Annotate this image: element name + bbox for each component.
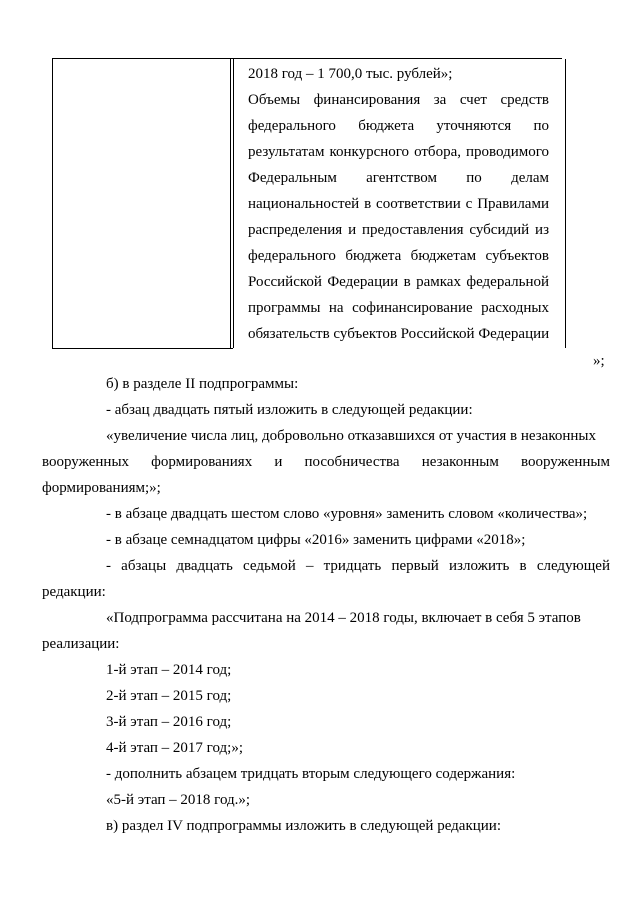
document-body [42, 371, 610, 839]
paragraph: 2-й этап – 2015 год; [106, 688, 232, 704]
paragraph: - в абзаце семнадцатом цифры «2016» заменить цифрами «2018»; [106, 532, 526, 548]
paragraph: «5-й этап – 2018 год.»; [106, 792, 251, 808]
financing-table [52, 58, 562, 349]
cell-line: федерального бюджета бюджетам субъектов [248, 248, 549, 264]
cell-line: Объемы финансирования за счет средств [248, 92, 549, 108]
paragraph-continuation: формированиям;»; [42, 480, 161, 496]
paragraph: - дополнить абзацем тридцать вторым следующего содержания: [106, 766, 516, 782]
paragraph: 1-й этап – 2014 год; [106, 662, 232, 678]
cell-line: национальностей в соответствии с Правилами [248, 196, 549, 212]
cell-line: обязательств субъектов Российской Федерации [248, 326, 550, 342]
paragraph: «увеличение числа лиц, добровольно отказавшихся от участия в незаконных [106, 428, 596, 444]
cell-line: распределения и предоставления субсидий из [248, 222, 549, 238]
paragraph: - абзацы двадцать седьмой – тридцать первый изложить в следующей [106, 558, 610, 574]
paragraph-continuation: вооруженных формированиях и пособничества незаконным вооруженным [42, 454, 610, 470]
paragraph: - в абзаце двадцать шестом слово «уровня» заменить словом «количества»; [106, 506, 588, 522]
paragraph-continuation: редакции: [42, 584, 106, 600]
paragraph: 3-й этап – 2016 год; [106, 714, 232, 730]
cell-line: программы на софинансирование расходных [248, 300, 549, 316]
paragraph: «Подпрограмма рассчитана на 2014 – 2018 годы, включает в себя 5 этапов [106, 610, 581, 626]
paragraph: в) раздел IV подпрограммы изложить в следующей редакции: [106, 818, 501, 834]
table-left-cell [52, 59, 231, 348]
paragraph: б) в разделе II подпрограммы: [106, 376, 299, 392]
paragraph: 4-й этап – 2017 год;»; [106, 740, 243, 756]
cell-line: Российской Федерации в рамках федеральной [248, 274, 549, 290]
table-cell-text [248, 61, 549, 347]
table-bottom-border [52, 348, 233, 349]
cell-line: Федеральным агентством по делам [248, 170, 549, 186]
cell-line: 2018 год – 1 700,0 тыс. рублей»; [248, 66, 453, 82]
cell-line: федерального бюджета уточняются по [248, 118, 549, 134]
paragraph: - абзац двадцать пятый изложить в следующей редакции: [106, 402, 473, 418]
paragraph-continuation: реализации: [42, 636, 120, 652]
closing-quote: »; [593, 353, 605, 369]
table-right-cell [233, 59, 566, 348]
cell-line: результатам конкурсного отбора, проводимого [248, 144, 549, 160]
